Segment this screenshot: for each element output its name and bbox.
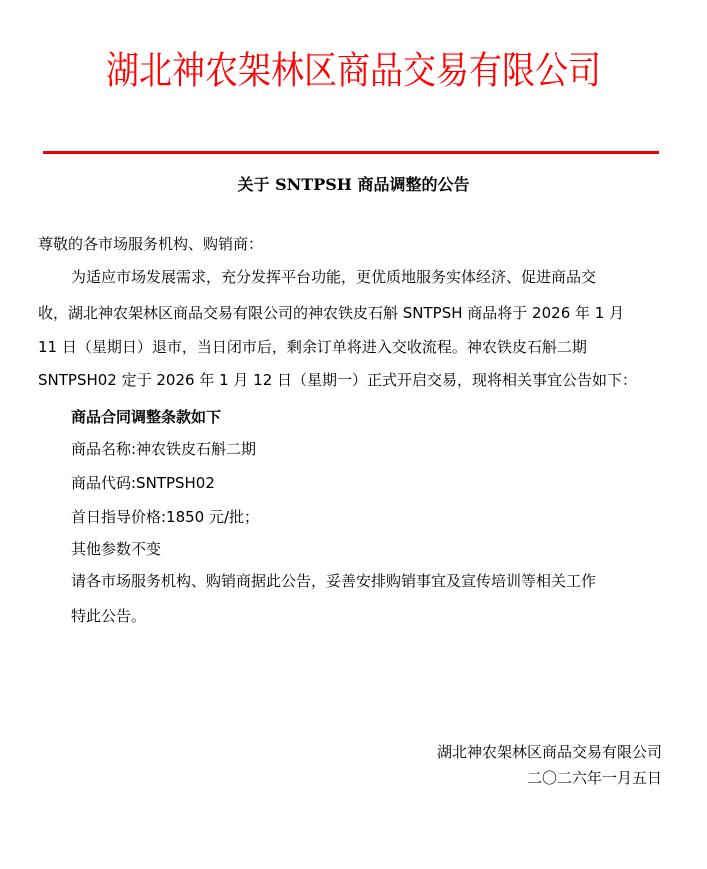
paragraph-line-1: 为适应市场发展需求，充分发挥平台功能，更优质地服务实体经济、促进商品交: [71, 268, 597, 286]
signature-issuer: 湖北神农架林区商品交易有限公司: [436, 743, 662, 761]
paragraph-line-3: 11 日（星期日）退市，当日闭市后，剩余订单将进入交收流程。神农铁皮石斛二期: [38, 338, 587, 356]
document-title: 关于 SNTPSH 商品调整的公告: [237, 175, 470, 194]
term-first-day-price: 首日指导价格:1850 元/批；: [71, 508, 260, 526]
term-other-params: 其他参数不变: [71, 540, 162, 558]
company-header: 湖北神农架林区商品交易有限公司: [106, 48, 601, 93]
request-text: 请各市场服务机构、购销商据此公告，妥善安排购销事宜及宣传培训等相关工作: [71, 572, 597, 590]
signature-date: 二〇二六年一月五日: [526, 769, 662, 787]
salutation: 尊敬的各市场服务机构、购销商：: [38, 235, 264, 253]
paragraph-line-2: 收，湖北神农架林区商品交易有限公司的神农铁皮石斛 SNTPSH 商品将于 2026 年 1 月: [38, 304, 625, 322]
section-heading: 商品合同调整条款如下: [71, 408, 222, 426]
paragraph-line-4: SNTPSH02 定于 2026 年 1 月 12 日（星期一）正式开启交易，现将相关事宜公告如下：: [38, 371, 638, 389]
header-divider: [43, 151, 659, 154]
term-product-name: 商品名称:神农铁皮石斛二期: [71, 440, 257, 458]
closing-text: 特此公告。: [71, 607, 147, 625]
term-product-code: 商品代码:SNTPSH02: [71, 474, 215, 492]
